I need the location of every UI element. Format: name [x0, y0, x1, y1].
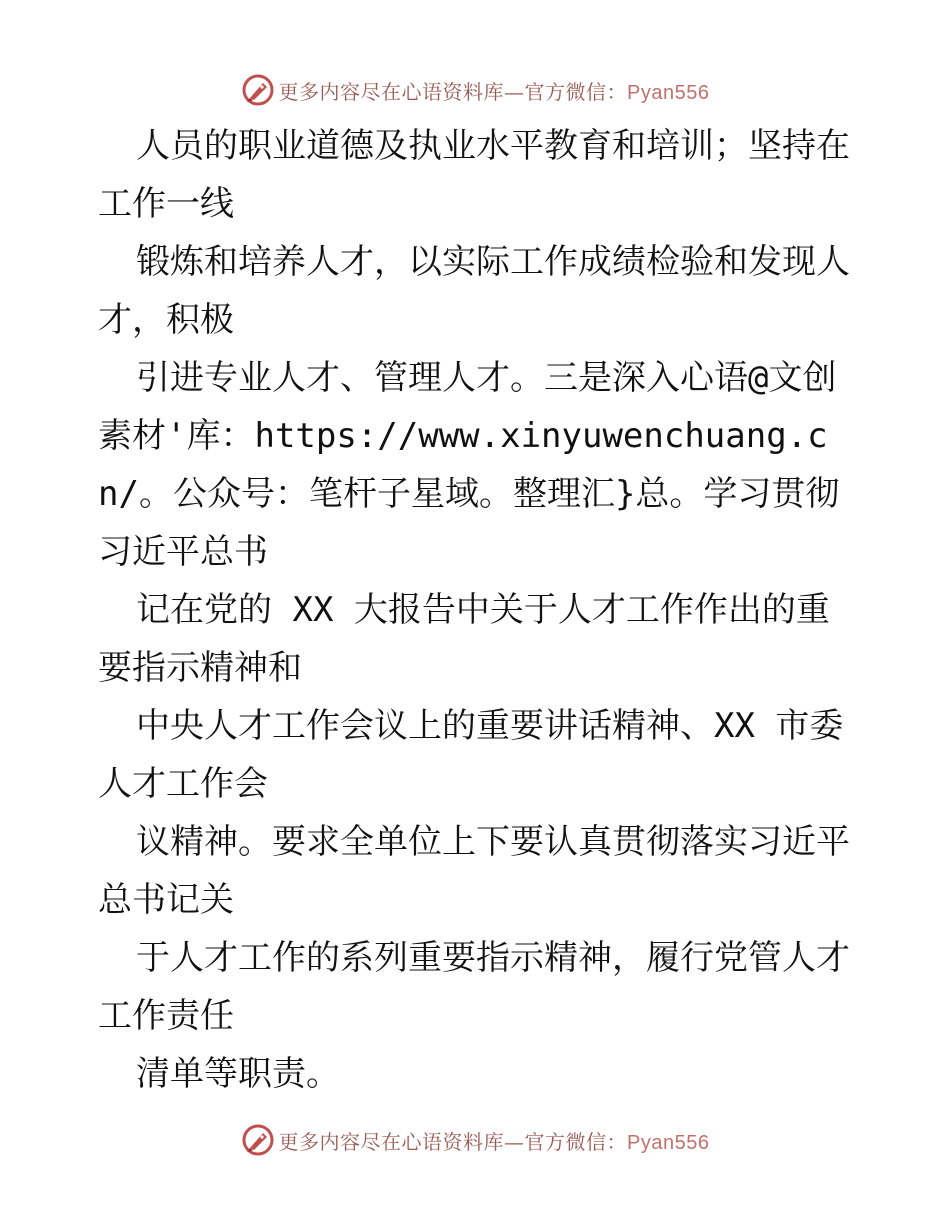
page-footer-banner [0, 1120, 950, 1160]
header-wechat-id: Pyan556 [627, 81, 710, 104]
paragraph-1: 人员的职业道德及执业水平教育和培训；坚持在工作一线 [98, 126, 850, 224]
paragraph-6: 议精神。要求全单位上下要认真贯彻落实习近平总书记关 [98, 822, 850, 920]
paragraph-3: 引进专业人才、管理人才。三是深入心语@文创素材'库：https://www.xinyuwenchuang.cn/。公众号：笔杆子星域。整理汇}总。学习贯彻习近平总书 [98, 358, 840, 572]
footer-wechat-id: Pyan556 [627, 1131, 710, 1154]
paragraph-8: 清单等职责。 [136, 1054, 340, 1094]
footer-banner-text [279, 1126, 710, 1155]
footer-slogan: 更多内容尽在心语资料库—官方微信： [278, 1129, 628, 1154]
pen-nib-logo-icon [241, 1123, 275, 1157]
paragraph-4: 记在党的 XX 大报告中关于人才工作作出的重要指示精神和 [98, 590, 830, 688]
document-body [98, 117, 858, 1103]
header-banner-text [279, 76, 710, 105]
paragraph-5: 中央人才工作会议上的重要讲话精神、XX 市委人才工作会 [98, 706, 844, 804]
paragraph-2: 锻炼和培养人才，以实际工作成绩检验和发现人才，积极 [98, 242, 850, 340]
pen-nib-logo-icon [241, 73, 275, 107]
paragraph-7: 于人才工作的系列重要指示精神，履行党管人才工作责任 [98, 938, 850, 1036]
page-header-banner [0, 70, 950, 110]
header-slogan: 更多内容尽在心语资料库—官方微信： [278, 79, 628, 104]
